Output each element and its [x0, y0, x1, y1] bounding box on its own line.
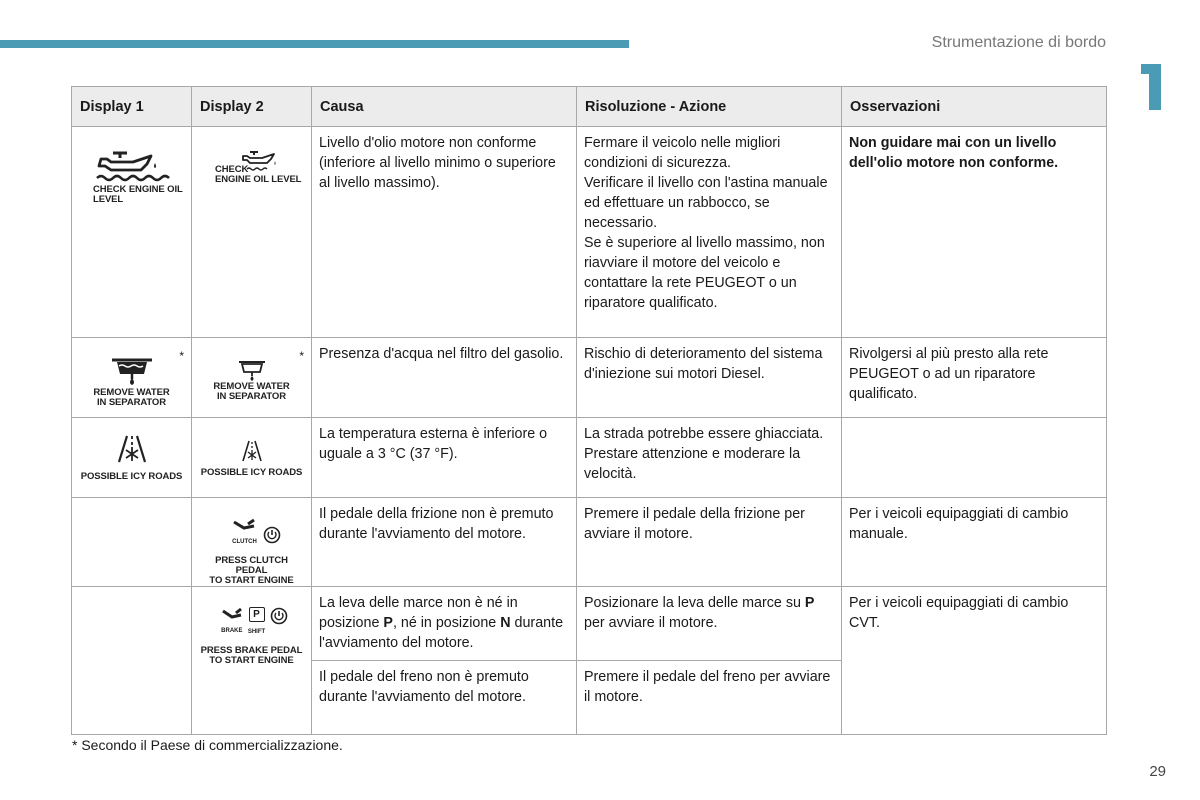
display2-caption: CHECK ENGINE OIL LEVEL [215, 164, 302, 185]
cause-text: durante l'avviamento del motore. [319, 615, 564, 651]
table-row [72, 498, 1107, 587]
table-row [72, 418, 1107, 498]
header-cause: Causa [312, 87, 577, 127]
brake-small-label: BRAKE [221, 628, 243, 634]
shift-small-label: SHIFT [247, 629, 266, 635]
notes-cell: Per i veicoli equipaggiati di cambio manuale. [842, 498, 1107, 587]
start-button-icon [270, 607, 288, 625]
table-row [72, 587, 1107, 661]
water-separator-icon [109, 354, 155, 386]
cause-cell [312, 587, 577, 661]
footnote-marker: * [299, 349, 304, 363]
display2-caption: POSSIBLE ICY ROADS [200, 467, 303, 478]
header-notes: Osservazioni [842, 87, 1107, 127]
cause-cell: Il pedale del freno non è premuto durante l'avviamento del motore. [312, 661, 577, 735]
section-title: Strumentazione di bordo [931, 34, 1106, 51]
header-display1: Display 1 [72, 87, 192, 127]
icy-road-icon [117, 434, 147, 464]
display2-cell [192, 498, 312, 587]
display2-caption: PRESS CLUTCH PEDAL TO START ENGINE [209, 555, 294, 586]
park-p-icon: P [249, 607, 265, 622]
display2-cell [192, 418, 312, 498]
notes-cell [842, 418, 1107, 498]
action-cell [577, 587, 842, 661]
start-button-icon [263, 526, 281, 544]
display1-caption: CHECK ENGINE OIL LEVEL [93, 184, 183, 205]
clutch-small-label: CLUTCH [232, 539, 257, 545]
action-cell: Premere il pedale del freno per avviare il motore. [577, 661, 842, 735]
action-cell: La strada potrebbe essere ghiacciata. Prestare attenzione e moderare la velocità. [577, 418, 842, 498]
table-header-row [72, 87, 1107, 127]
cause-cell: Presenza d'acqua nel filtro del gasolio. [312, 338, 577, 418]
display2-cell [192, 127, 312, 338]
chapter-number [1135, 64, 1161, 110]
header-display2: Display 2 [192, 87, 312, 127]
cause-text: La leva delle marce non è né in posizione [319, 595, 518, 631]
notes-cell: Per i veicoli equipaggiati di cambio CVT. [842, 587, 1107, 735]
action-text: Posizionare la leva delle marce su [584, 595, 805, 611]
action-text: per avviare il motore. [584, 615, 718, 631]
header-action: Risoluzione - Azione [577, 87, 842, 127]
action-cell: Fermare il veicolo nelle migliori condizioni di sicurezza. Verificare il livello con l'astina manuale ed effettuare un rabbocco, se necessario. Se è superiore al livello massimo, non riavviare il motore del veicolo e contattare la rete PEUGEOT o un riparatore qualificato. [577, 127, 842, 338]
page-number: 29 [1149, 763, 1166, 780]
display1-caption: REMOVE WATER IN SEPARATOR [93, 387, 170, 408]
cause-gear-n: N [500, 615, 511, 631]
display1-cell [72, 498, 192, 587]
footnote: * Secondo il Paese di commercializzazione. [72, 737, 343, 753]
pedal-icon [221, 607, 243, 621]
pedal-icon [232, 518, 256, 532]
display1-cell [72, 418, 192, 498]
table-row [72, 338, 1107, 418]
table-row [72, 127, 1107, 338]
accent-bar [0, 40, 629, 48]
cause-cell: Livello d'olio motore non conforme (inferiore al livello minimo o superiore al livello massimo). [312, 127, 577, 338]
cause-cell: La temperatura esterna è inferiore o uguale a 3 °C (37 °F). [312, 418, 577, 498]
notes-cell: Rivolgersi al più presto alla rete PEUGEOT o ad un riparatore qualificato. [842, 338, 1107, 418]
notes-cell: Non guidare mai con un livello dell'olio motore non conforme. [842, 127, 1107, 338]
cause-cell: Il pedale della frizione non è premuto durante l'avviamento del motore. [312, 498, 577, 587]
action-cell: Rischio di deterioramento del sistema d'iniezione sui motori Diesel. [577, 338, 842, 418]
display2-caption: PRESS BRAKE PEDAL TO START ENGINE [200, 645, 303, 666]
display2-cell [192, 587, 312, 735]
display1-cell [72, 127, 192, 338]
display1-caption: POSSIBLE ICY ROADS [80, 471, 183, 482]
footnote-marker: * [179, 349, 184, 363]
icy-road-icon [242, 440, 262, 462]
cause-gear-p: P [383, 615, 393, 631]
display1-cell [72, 587, 192, 735]
cause-text: , né in posizione [392, 615, 501, 631]
display2-cell [192, 338, 312, 418]
water-separator-icon [237, 358, 267, 382]
oil-level-icon [95, 145, 177, 183]
action-cell: Premere il pedale della frizione per avviare il motore. [577, 498, 842, 587]
display1-cell [72, 338, 192, 418]
action-gear-p: P [804, 595, 815, 611]
warnings-table [71, 86, 1107, 735]
display2-caption: REMOVE WATER IN SEPARATOR [213, 381, 290, 402]
